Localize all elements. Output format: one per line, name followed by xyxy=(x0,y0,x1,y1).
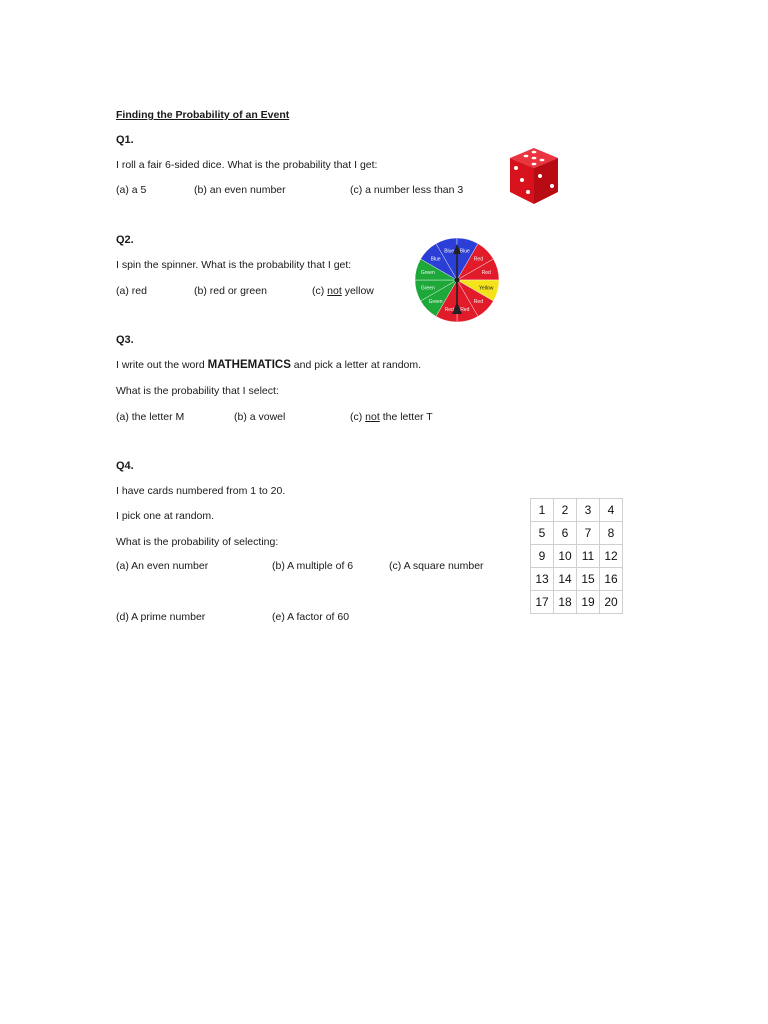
die-pip xyxy=(550,184,554,188)
grid-row xyxy=(531,522,623,545)
q3-part-c-prefix: (c) xyxy=(350,411,366,423)
spinner-sector-label: Red xyxy=(444,307,454,313)
grid-cell: 3 xyxy=(577,499,600,522)
spinner-sector-label: Yellow xyxy=(479,285,494,292)
die-pip xyxy=(526,190,530,194)
q2-part-a: (a) red xyxy=(116,285,147,297)
q4-line2: I pick one at random. xyxy=(116,510,215,522)
grid-cell: 4 xyxy=(600,499,623,522)
spinner-pivot xyxy=(454,277,459,282)
grid-cell: 2 xyxy=(554,499,577,522)
die-pip xyxy=(532,151,537,154)
grid-cell: 1 xyxy=(531,499,554,522)
q3-part-b: (b) a vowel xyxy=(234,411,286,423)
spinner-sector-label: Red xyxy=(473,256,483,263)
grid-cell: 15 xyxy=(577,568,600,591)
q4-part-b: (b) A multiple of 6 xyxy=(272,560,354,572)
q3-prompt-start: I write out the word xyxy=(116,359,208,371)
die-pip xyxy=(520,178,524,182)
q3-label: Q3. xyxy=(116,334,134,346)
grid-cell: 10 xyxy=(554,545,577,568)
spinner-sector-label: Green xyxy=(420,285,435,292)
q2-part-c-not: not xyxy=(327,285,342,297)
grid-cell: 5 xyxy=(531,522,554,545)
spinner-sector-label: Red xyxy=(460,307,470,313)
q2-part-c xyxy=(312,286,374,297)
q4-line3: What is the probability of selecting: xyxy=(116,536,279,548)
q4-part-e: (e) A factor of 60 xyxy=(272,611,350,623)
spinner-sector-label: Blue xyxy=(430,256,441,263)
q2-prompt: I spin the spinner. What is the probability that I get: xyxy=(116,259,352,271)
spinner-sector-label: Blue xyxy=(459,248,470,255)
q4-label: Q4. xyxy=(116,460,134,472)
grid-cell: 13 xyxy=(531,568,554,591)
q4-part-a: (a) An even number xyxy=(116,560,209,572)
grid-cell: 20 xyxy=(600,591,623,614)
q3-part-c-rest: the letter T xyxy=(379,411,433,423)
die-pip xyxy=(532,163,537,166)
grid-cell: 19 xyxy=(577,591,600,614)
q1-part-a: (a) a 5 xyxy=(116,184,147,196)
spinner-sector-label: Red xyxy=(473,299,483,306)
q4-part-c: (c) A square number xyxy=(389,560,484,572)
grid-cell: 9 xyxy=(531,545,554,568)
q2-part-b: (b) red or green xyxy=(194,285,267,297)
q4-part-d: (d) A prime number xyxy=(116,611,206,623)
number-cards-grid xyxy=(530,498,623,614)
q2-label: Q2. xyxy=(116,234,134,246)
q2-part-c-rest: yellow xyxy=(341,285,374,297)
q1-part-c: (c) a number less than 3 xyxy=(350,184,464,196)
grid-cell: 8 xyxy=(600,522,623,545)
grid-row xyxy=(531,591,623,614)
die-pip xyxy=(514,166,518,170)
grid-cell: 16 xyxy=(600,568,623,591)
worksheet-title: Finding the Probability of an Event xyxy=(116,109,290,121)
q3-prompt xyxy=(116,360,421,372)
q3-prompt-end: and pick a letter at random. xyxy=(290,359,422,371)
q1-prompt: I roll a fair 6-sided dice. What is the probability that I get: xyxy=(116,159,378,171)
die-pip xyxy=(532,157,537,160)
spinner-image xyxy=(414,236,500,324)
spinner-sector-label: Green xyxy=(428,299,443,306)
grid-row xyxy=(531,568,623,591)
spinner-sector-label: Blue xyxy=(444,248,455,255)
spinner-sector-label: Red xyxy=(481,270,491,276)
q3-part-c-not: not xyxy=(365,411,380,423)
grid-cell: 7 xyxy=(577,522,600,545)
grid-row xyxy=(531,499,623,522)
q3-part-a: (a) the letter M xyxy=(116,411,185,423)
q1-part-b: (b) an even number xyxy=(194,184,286,196)
q3-part-c xyxy=(350,412,433,423)
q3-prompt2: What is the probability that I select: xyxy=(116,385,279,397)
q1-label: Q1. xyxy=(116,134,134,146)
grid-cell: 14 xyxy=(554,568,577,591)
dice-image xyxy=(508,146,560,206)
die-pip xyxy=(524,155,529,158)
grid-cell: 17 xyxy=(531,591,554,614)
spinner-sector-label: Green xyxy=(420,270,435,276)
grid-row xyxy=(531,545,623,568)
die-pip xyxy=(540,159,545,162)
grid-cell: 11 xyxy=(577,545,600,568)
grid-cell: 6 xyxy=(554,522,577,545)
grid-cell: 12 xyxy=(600,545,623,568)
q2-part-c-prefix: (c) xyxy=(312,285,328,297)
grid-cell: 18 xyxy=(554,591,577,614)
q4-line1: I have cards numbered from 1 to 20. xyxy=(116,485,286,497)
die-pip xyxy=(538,174,542,178)
q3-word: MATHEMATICS xyxy=(207,359,291,371)
